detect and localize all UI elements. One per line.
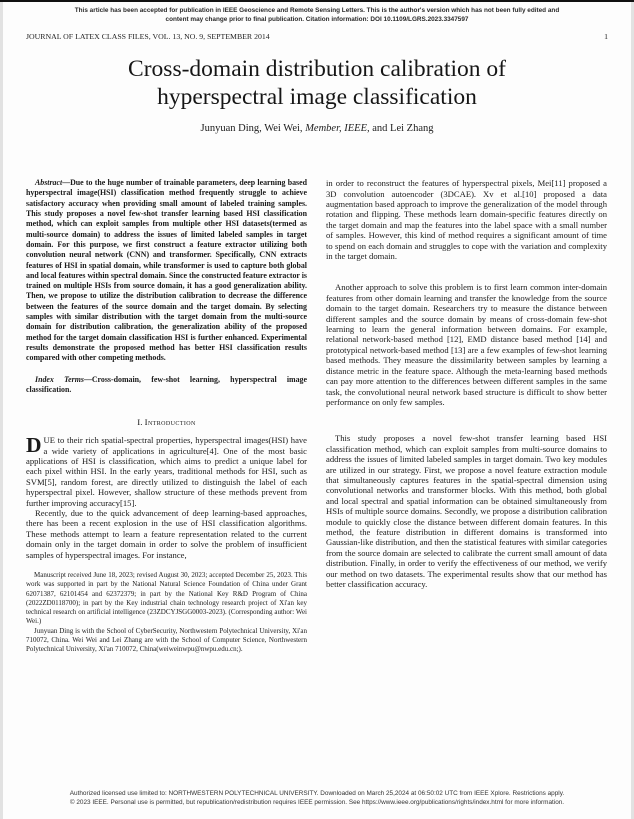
title-line-2: hyperspectral image classification xyxy=(157,83,477,110)
license-footer xyxy=(0,789,634,807)
intro-dropcap: D xyxy=(26,433,42,458)
index-terms-label: Index Terms xyxy=(35,374,84,384)
paper-title xyxy=(0,56,634,111)
intro-paragraph-2: Recently, due to the quick advancement of deep learning-based approaches, there has been a recent explosion in the use of HSI classification algorithms. These methods attempt to learn a feature representation related to the current domain only in the target domain in order to solve the problem of insufficient samples of hyperspectral images. For instance, xyxy=(26,507,307,560)
title-line-1: Cross-domain distribution calibration of xyxy=(128,56,506,83)
footnote-paragraph-1: Manuscript received June 18, 2023; revised August 30, 2023; accepted December 25, 2023. This work was supported in part by the National Natural Science Foundation of China under Grant 62071387, 62101454 and 62372379; in part by the National Key R&D Program of China (2022ZD0118700); in part by the Key industrial chain technology research project of Xi'an key technical research on artificial intelligence (23ZDCYJSGG0003-2023). (Corresponding author: Wei Wei.) xyxy=(26,571,307,626)
abstract xyxy=(26,178,307,363)
page-left-edge xyxy=(0,2,3,819)
footnote-paragraph-2: Junyuan Ding is with the School of CyberSecurity, Northwestern Polytechnical University, Xi'an 710072, China. Wei Wei and Lei Zhang are with the School of Computer Science, Northwestern Polytechnical University, Xi'an 710072, China(weiweinwpu@nwpu.edu.cn;). xyxy=(26,626,307,654)
author-names-before: Junyuan Ding, Wei Wei, xyxy=(200,123,306,135)
left-column xyxy=(26,178,307,654)
author-membership: Member, IEEE, xyxy=(305,123,370,135)
right-paragraph-2: Another approach to solve this problem is to first learn common inter-domain features from other domain learning and transfer the knowledge from the source domain to the target domain. Researchers try to measure the distance between different samples and the source domain by means of cross-domain few-shot learning to learn the general information between domains. For example, relational network-based method [12], EMD distance based method [14] and prototypical network-based method [13] are a few examples of few-shot learning based methods. They measure the dissimilarity between samples by learning a distance metric in the feature space. Although the meta-learning based methods can pay more attention to the differences between different samples in the same task, the convolutional neural network based structure is difficult to show better performance on only few samples. xyxy=(326,282,607,407)
banner-line-2: content may change prior to final publication. Citation information: DOI 10.1109/LGRS.2023.3347597 xyxy=(165,15,469,23)
section-number: I. xyxy=(137,417,145,428)
running-header xyxy=(26,32,608,41)
authors-line xyxy=(0,123,634,134)
footer-line-2: © 2023 IEEE. Personal use is permitted, but republication/redistribution requires IEEE permission. See https://www.ieee.org/publications/rights/index.html for more information. xyxy=(69,799,565,806)
right-column xyxy=(326,178,607,654)
index-terms-text: —Cross-domain, few-shot learning, hyperspectral image classification. xyxy=(26,374,308,394)
intro-paragraph-1-text: UE to their rich spatial-spectral properties, hyperspectral images(HSI) have a wide variety of applications in agriculture[4]. One of the most basic applications of HSI is classification, which aims to predict a unique label for each pixel within HSI. In the early years, traditional methods for HSI, such as SVM[5], random forest, are directly utilized to distinguish the label of each hyperspectral pixel. However, shallow structure of these methods prevent from further improving accuracy[15]. xyxy=(26,435,307,508)
right-paragraph-3: This study proposes a novel few-shot transfer learning based HSI classification method, which can exploit samples from multi-source domains to address the issues of limited labeled samples in target domain. Two key modules are utilized in our strategy. First, we propose a novel feature extraction module that simultaneously captures features in the spatial-spectral dimension using convolutional networks and transformer blocks. With this method, both global and local spectral and spatial information can be obtained simultaneously from HSIs of multiple source domains. Secondly, we propose a distribution calibration module to quickly close the distance between different domain features. In this method, the feature distribution in different domains is transformed into Gaussian-like distribution, and then the statistical features with similar categories from the source domain are selected to calibrate the current small amount of data distribution. Finally, in order to verify the effectiveness of our method, we verify our method on two datasets. The experimental results show that our method has better classification accuracy. xyxy=(326,433,607,589)
page-number: 1 xyxy=(604,32,608,42)
abstract-label: Abstract xyxy=(35,178,63,188)
two-column-body xyxy=(26,178,608,654)
index-terms xyxy=(26,375,307,396)
section-title: Introduction xyxy=(144,417,196,428)
footer-line-1: Authorized licensed use limited to: NORTHWESTERN POLYTECHNICAL UNIVERSITY. Downloaded on March 25,2024 at 06:50:02 UTC from IEEE Xplore. Restrictions apply. xyxy=(69,790,565,797)
author-footnote xyxy=(26,571,307,655)
journal-name: JOURNAL OF LATEX CLASS FILES, VOL. 13, NO. 9, SEPTEMBER 2014 xyxy=(26,32,270,42)
section-heading-introduction xyxy=(26,417,307,427)
abstract-text: —Due to the huge number of trainable parameters, deep learning based hyperspectral image(HSI) classification method frequently struggle to achieve satisfactory accuracy when providing small amount of labeled training samples. This study proposes a novel few-shot transfer learning based HSI classification method, which can exploit samples from multiple other HSI datasets(termed as multi-source domain) to address the issues of limited labeled samples in target domain. For this purpose, we first construct a feature extractor utilizing both convolution neural network (CNN) and transformer. Specifically, CNN extracts features of HSI in spatial domain, while transformer is used to capture both global and local features within spectral domain. Since the constructed feature extractor is trained on multiple HSIs from source domain, it has a good generalization ability. Then, we propose to utilize the distribution calibration to decrease the difference between the features of the source domain and the target domain. By selecting samples with similar distribution with the target domain from the multi-source domain for distribution calibration, the generalization ability of the proposed method for the target domain classification HSI is further enhanced. Experimental results demonstrate the proposed method has better HSI classification results compared with other competing methods. xyxy=(26,178,307,363)
banner-line-1: This article has been accepted for publication in IEEE Geoscience and Remote Sensing Letters. This is the author's version which has not been fully edited and xyxy=(74,7,560,14)
author-names-after: and Lei Zhang xyxy=(369,123,434,135)
right-paragraph-1: in order to reconstruct the features of hyperspectral pixels, Mei[11] proposed a 3D convolution autoencoder (3DCAE). Xv et al.[10] proposed a data augmentation based approach to improve the generalization of the model through rotation and flipping. These methods learn domain-specific features directly on the target domain and map the features into the label space with a small number of samples. However, this kind of method requires a significant amount of time to spend on each domain and struggles to cope with the variation and complexity in the target domain. xyxy=(326,178,607,262)
acceptance-banner xyxy=(0,2,634,24)
intro-paragraph-1 xyxy=(26,435,307,508)
